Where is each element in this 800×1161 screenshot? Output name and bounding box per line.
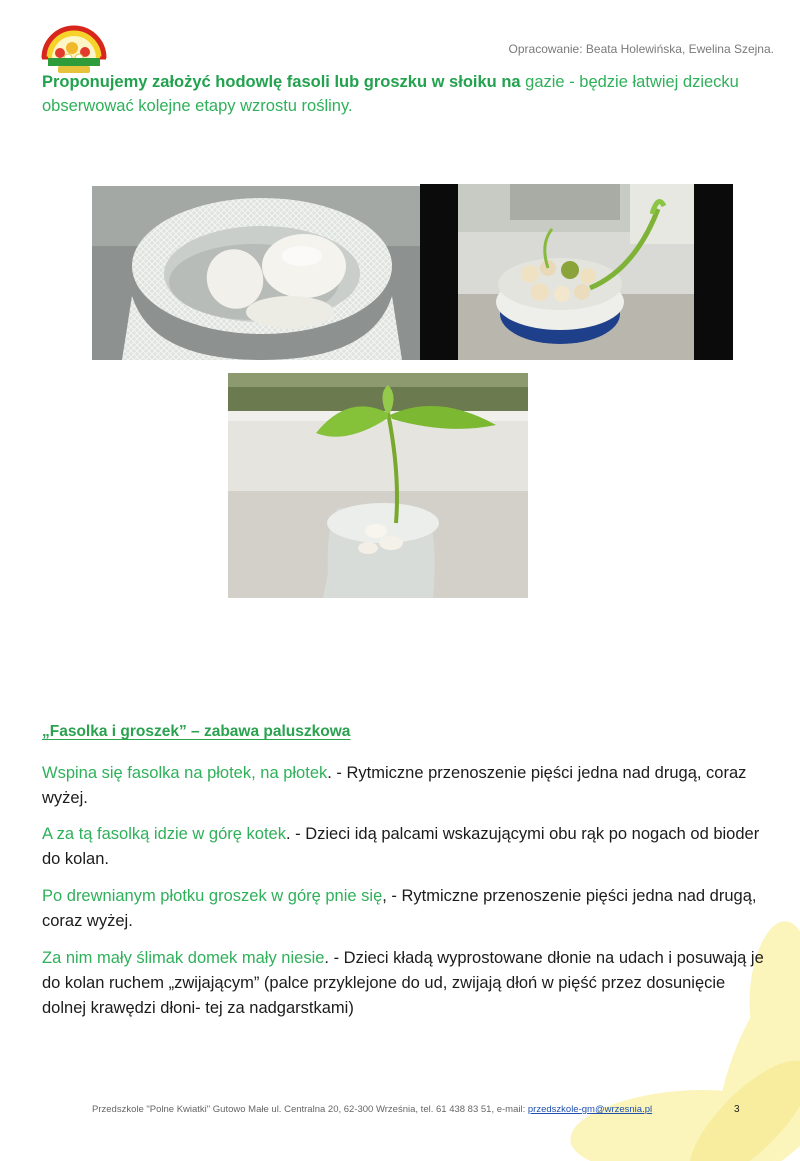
verse-line: Wspina się fasolka na płotek, na płotek [42,764,328,782]
rhyme-paragraph-3 [42,884,772,934]
page-number: 3 [734,1104,740,1115]
photo-bean-plant-leaves [228,373,528,598]
photo-beans-on-gauze [92,186,420,360]
instruction-text: . - Dzieci idą palcami wskazującymi obu rąk po nogach od bioder do kolan. [42,825,760,868]
verse-line: Po drewnianym płotku groszek w górę pnie się [42,887,383,905]
verse-line: A za tą fasolką idzie w górę kotek [42,825,286,843]
rhyme-paragraph-2 [42,822,772,872]
section-title: „Fasolka i groszek” – zabawa paluszkowa [42,723,351,740]
rhyme-paragraph-4 [42,946,772,1021]
instruction-text: . - Rytmiczne przenoszenie pięści jedna nad drugą, coraz wyżej. [42,764,747,807]
instruction-text: . - Dzieci kładą wyprostowane dłonie na udach i posuwają je do kolan ruchem „zwijającym” (palce przyklejone do ud, zwijają dłoń w pięść przez dosunięcie dolnej krawędzi dłoni- tej za nadgarstkami) [42,949,764,1017]
intro-rest: gazie - będzie łatwiej dziecku obserwować kolejne etapy wzrostu rośliny. [42,73,739,115]
intro-bold: Proponujemy założyć hodowlę fasoli lub groszku w słoiku na [42,73,521,91]
footer-address-text: Przedszkole "Polne Kwiatki" Gutowo Małe ul. Centralna 20, 62-300 Września, tel. 61 438 83 51, e-mail: [92,1104,528,1115]
footer-address [92,1104,752,1115]
intro-text [42,70,782,118]
instruction-text: , - Rytmiczne przenoszenie pięści jedna nad drugą, coraz wyżej. [42,887,757,930]
footer-email-link[interactable]: przedszkole-gm@wrzesnia.pl [527,1104,653,1115]
rhyme-paragraph-1 [42,761,772,811]
author-credit: Opracowanie: Beata Holewińska, Ewelina Szejna. [508,42,774,56]
photo-sprouting-beans [420,184,733,360]
verse-line: Za nim mały ślimak domek mały niesie [42,949,325,967]
